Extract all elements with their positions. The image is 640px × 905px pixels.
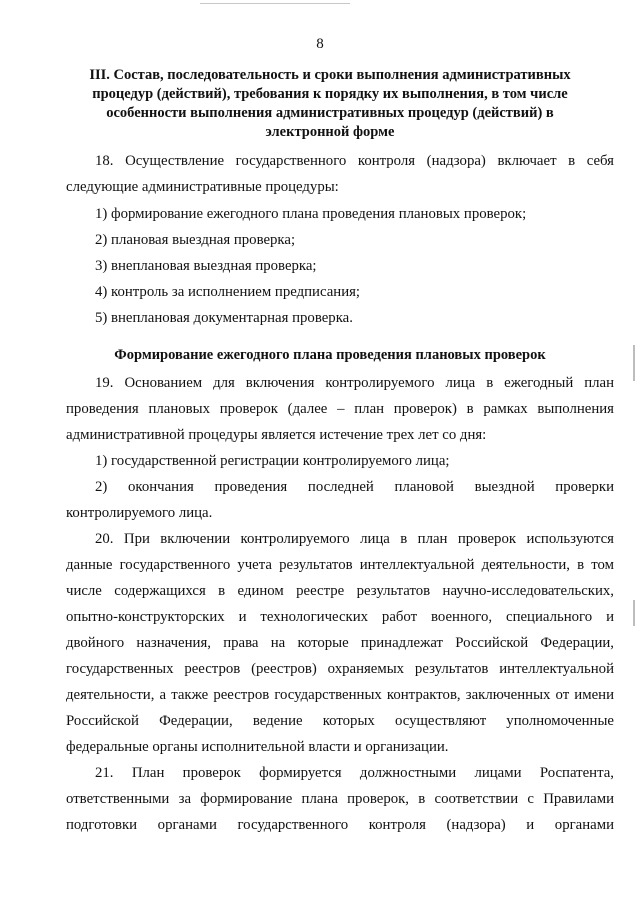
page-number: 8	[316, 36, 324, 52]
list-item-continuation: контролируемого лица.	[66, 505, 213, 521]
list-item: 5) внеплановая документарная проверка.	[95, 310, 353, 326]
list-item: 3) внеплановая выездная проверка;	[95, 258, 317, 274]
paragraph-19-line: проведения плановых проверок (далее – план проверок) в рамках выполнения	[66, 401, 614, 417]
paragraph-18-line: следующие административные процедуры:	[66, 179, 339, 195]
paragraph-20-line: данные государственного учета результатов интеллектуальной деятельности, в том	[66, 557, 614, 573]
paragraph-20-line: деятельности, а также реестров государственных контрактов, заключенных от имени	[66, 687, 614, 703]
paragraph-20-line: двойного назначения, права на которые принадлежат Российской Федерации,	[66, 635, 614, 651]
paragraph-21-line: подготовки органами государственного контроля (надзора) и органами	[66, 817, 614, 833]
scan-edge-mark	[633, 345, 635, 381]
paragraph-19-line: 19. Основанием для включения контролируемого лица в ежегодный план	[95, 375, 614, 391]
section-title-line: процедур (действий), требования к порядку их выполнения, в том числе	[92, 86, 568, 102]
section-title-line: особенности выполнения административных процедур (действий) в	[106, 105, 554, 121]
paragraph-21-line: ответственными за формирование плана проверок, в соответствии с Правилами	[66, 791, 614, 807]
list-item: 4) контроль за исполнением предписания;	[95, 284, 361, 300]
paragraph-19-line: административной процедуры является истечение трех лет со дня:	[66, 427, 487, 443]
paragraph-18-line: 18. Осуществление государственного контроля (надзора) включает в себя	[95, 153, 614, 169]
list-item: 2) плановая выездная проверка;	[95, 232, 296, 248]
top-edge-line	[200, 3, 350, 4]
list-item: 2) окончания проведения последней плановой выездной проверки	[95, 479, 614, 495]
paragraph-20-line: числе содержащихся в едином реестре результатов научно-исследовательских,	[66, 583, 614, 599]
list-item: 1) формирование ежегодного плана проведения плановых проверок;	[95, 206, 527, 222]
paragraph-20-line: опытно-конструкторских и технологических работ военного, специального и	[66, 609, 614, 625]
section-title-line: III. Состав, последовательность и сроки выполнения административных	[89, 67, 571, 83]
paragraph-20-line: Российской Федерации, ведение которых осуществляют уполномоченные	[66, 713, 614, 729]
paragraph-20-line: федеральные органы исполнительной власти и организации.	[66, 739, 449, 755]
paragraph-21-line: 21. План проверок формируется должностными лицами Роспатента,	[95, 765, 614, 781]
subsection-heading: Формирование ежегодного плана проведения плановых проверок	[114, 347, 546, 363]
paragraph-20-line: государственных реестров (реестров) охраняемых результатов интеллектуальной	[66, 661, 614, 677]
paragraph-20-line: 20. При включении контролируемого лица в план проверок используются	[95, 531, 614, 547]
list-item: 1) государственной регистрации контролируемого лица;	[95, 453, 450, 469]
scan-edge-mark	[633, 600, 635, 626]
section-title-line: электронной форме	[265, 124, 395, 140]
